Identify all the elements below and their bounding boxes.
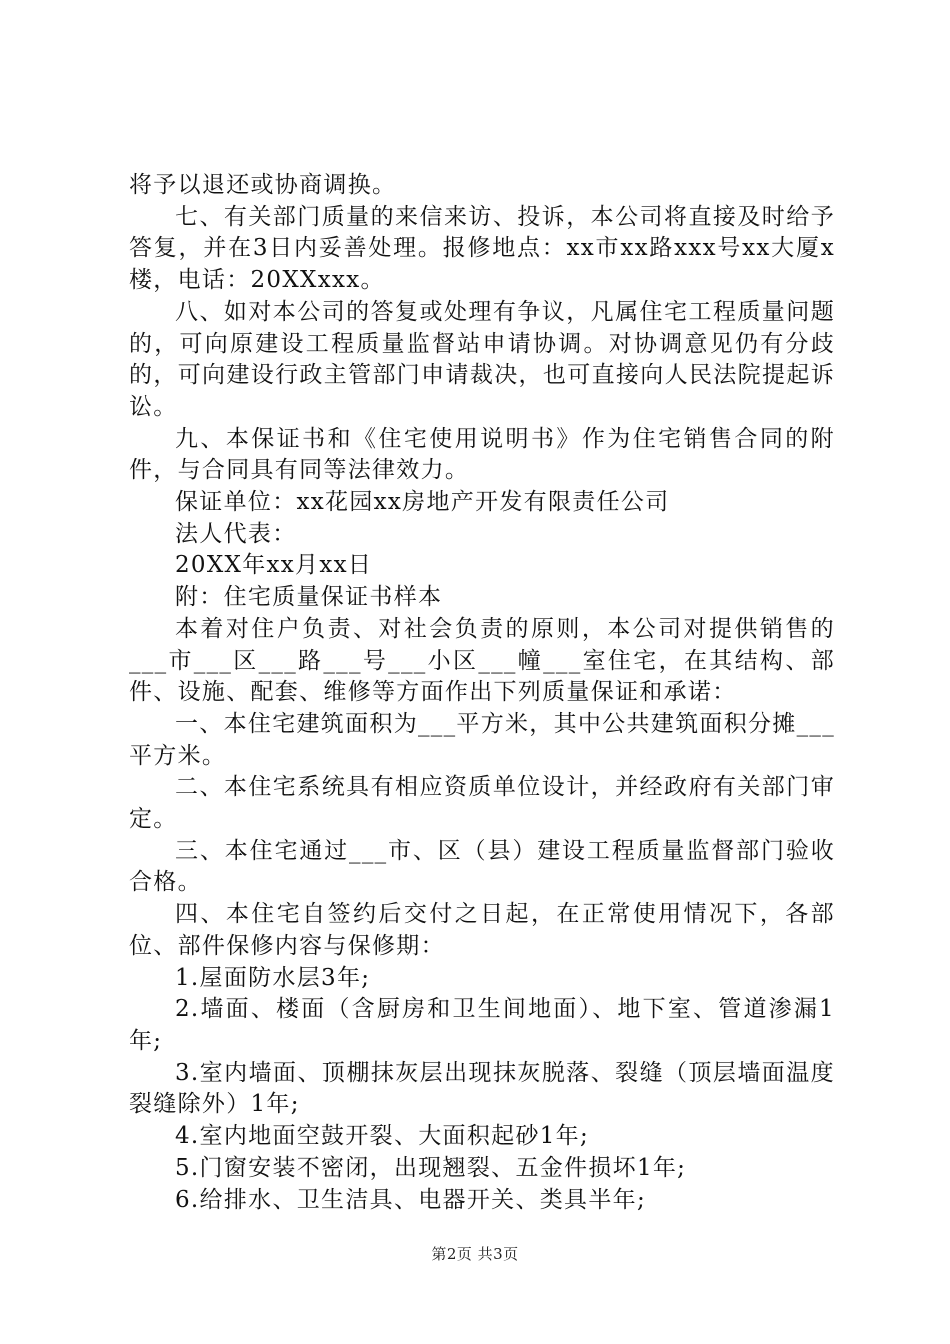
paragraph-item-8: 八、如对本公司的答复或处理有争议，凡属住宅工程质量问题的，可向原建设工程质量监督站申请协调。对协调意见仍有分歧的，可向建设行政主管部门申请裁决，也可直接向人民法院提起诉讼。: [129, 298, 835, 420]
warranty-item-1: 1.屋面防水层3年;: [175, 964, 371, 991]
warranty-item-3: 3.室内墙面、顶棚抹灰层出现抹灰脱落、裂缝（顶层墙面温度裂缝除外）1年;: [129, 1059, 835, 1118]
appendix-title: 附：住宅质量保证书样本: [175, 584, 443, 611]
paragraph-item-7: 七、有关部门质量的来信来访、投诉，本公司将直接及时给予答复，并在3日内妥善处理。报修地点：xx市xx路xxx号xx大厦x楼，电话：20XXxxx。: [129, 203, 835, 294]
legal-rep-line: 法人代表：: [175, 520, 297, 547]
paragraph-continuation: 将予以退还或协商调换。: [129, 172, 397, 198]
warranty-item-5: 5.门窗安装不密闭，出现翘裂、五金件损坏1年;: [175, 1154, 687, 1181]
guarantor-line: 保证单位：xx花园xx房地产开发有限责任公司: [175, 489, 670, 516]
paragraph-item-9: 九、本保证书和《住宅使用说明书》作为住宅销售合同的附件，与合同具有同等法律效力。: [129, 425, 835, 484]
paragraph-item-1: 一、本住宅建筑面积为___平方米，其中公共建筑面积分摊___平方米。: [129, 710, 835, 769]
document-body: [129, 170, 835, 1216]
paragraph-intro: 本着对住户负责、对社会负责的原则，本公司对提供销售的___市___区___路___号___小区___幢___室住宅，在其结构、部件、设施、配套、维修等方面作出下列质量保证和承诺：: [129, 615, 835, 706]
warranty-item-4: 4.室内地面空鼓开裂、大面积起砂1年;: [175, 1123, 590, 1150]
paragraph-item-3: 三、本住宅通过___市、区（县）建设工程质量监督部门验收合格。: [129, 837, 835, 896]
paragraph-item-4: 四、本住宅自签约后交付之日起，在正常使用情况下，各部位、部件保修内容与保修期：: [129, 901, 835, 959]
warranty-item-2: 2.墙面、楼面（含厨房和卫生间地面）、地下室、管道渗漏1年;: [129, 996, 835, 1054]
warranty-item-6: 6.给排水、卫生洁具、电器开关、类具半年;: [175, 1186, 646, 1213]
page-footer: 第2页 共3页: [431, 1245, 519, 1263]
date-line: 20XX年xx月xx日: [175, 552, 373, 579]
paragraph-item-2: 二、本住宅系统具有相应资质单位设计，并经政府有关部门审定。: [129, 774, 835, 833]
